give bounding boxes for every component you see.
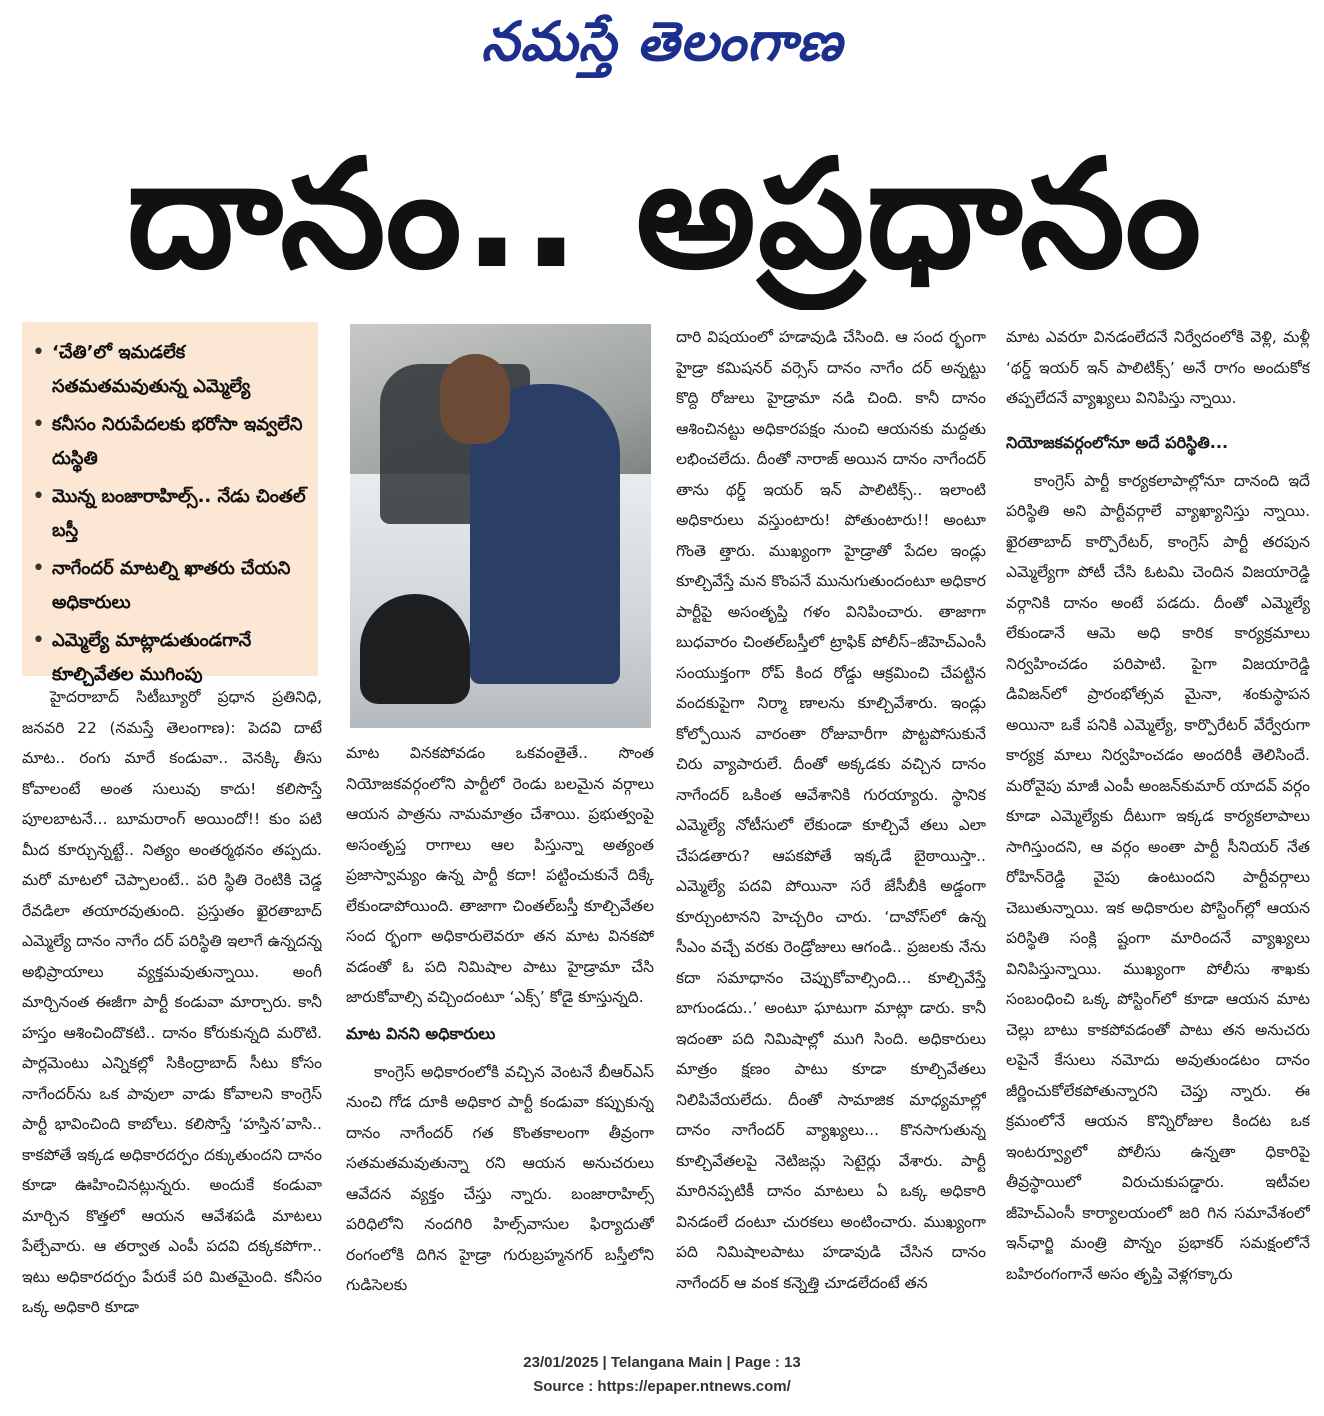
article-paragraph: దారి విషయంలో హడావుడి చేసింది. ఆ సంద ర్భంగా హైడ్రా కమిషనర్ వర్సెస్ దానం నాగేం దర్ అన్నట్టు కొద్ది రోజులు హైడ్రామా నడి చింది. కానీ దానం ఆశించినట్టు అధికారపక్షం నుంచి ఆయనకు మద్దతు లభించలేదు. దీంతో నారాజ్ అయిన దానం నాగేందర్ తాను థర్డ్ ఇయర్ ఇన్ పాలిటిక్స్.. ఇలాంటి అధికారులు వస్తుంటారు! పోతుంటారు!! అంటూ గొంతె త్తారు. ముఖ్యంగా హైడ్రాతో పేదల ఇండ్లు కూల్చివేస్తే మన కొంపనే మునుగుతుందంటూ అధికార పార్టీపై అసంతృప్తి గళం వినిపించారు. తాజాగా బుధవారం చింతల్‌బస్తీలో ట్రాఫిక్ పోలీస్‌–జీహెచ్‌ఎంసీ సంయుక్తంగా రోప్ కింద రోడ్డు ఆక్రమించి చేపట్టిన వందకుపైగా నిర్మా ణాలను కూల్చివేశారు. ఇండ్లు కోల్పోయిన వారంతా రోజువారీగా పొట్టపోసుకునే చిరు వ్యాపారులే. దీంతో అక్కడకు వచ్చిన దానం నాగేందర్ ఒకింత ఆవేశానికి గురయ్యారు. స్థానిక ఎమ్మెల్యే నోటీసులో లేకుండా కూల్చివే తలు ఎలా చేపడతారు? ఆపకపోతే ఇక్కడే బైఠాయిస్తా.. ఎమ్మెల్యే పదవి పోయినా సరే జేసీబీకి అడ్డంగా కూర్చుంటానని హెచ్చరిం చారు. ‘దావోస్‌లో ఉన్న సీఎం వచ్చే వరకు రెండ్రోజులు ఆగండి.. ప్రజలకు నేను కదా సమాధానం చెప్పుకోవాల్సింది... కూల్చివేస్తే బాగుండదు..’ అంటూ ఘాటుగా మాట్లా డారు. కానీ ఇదంతా పది నిమిషాల్లో ముగి సింది. అధికారులు మాత్రం క్షణం పాటు కూడా కూల్చివేతలు నిలిపివేయలేదు. దీంతో సామాజిక మాధ్యమాల్లో దానం నాగేందర్ వ్యాఖ్యలు... కొనసాగుతున్న కూల్చివేతలపై నెటిజన్లు సెటైర్లు వేశారు. పార్టీ మారినప్పటికీ దానం మాటలు ఏ ఒక్క అధికారి వినడంలే దంటూ చురకలు అంటించారు. ముఖ్యంగా పది నిమిషాలపాటు హడావుడి చేసిన దానం నాగేందర్ ఆ వంక కన్నెత్తి చూడలేదంటే తన <box>676 328 986 1292</box>
article-column-1 <box>22 682 322 1332</box>
bullet-icon: • <box>32 412 45 437</box>
article-paragraph: కాంగ్రెస్ పార్టీ కార్యకలాపాల్లోనూ దానంది ఇదే పరిస్థితి అని పార్టీవర్గాలే వ్యాఖ్యానిస్తు న్నాయి. ఖైరతాబాద్ కార్పొరేటర్, కాంగ్రెస్ పార్టీ తరపున ఎమ్మెల్యేగా పోటీ చేసి ఓటమి చెందిన విజయారెడ్డి వర్గానికి దానం అంటే పడదు. దీంతో ఎమ్మెల్యే లేకుండానే ఆమె అధి కారిక కార్యక్రమాలు నిర్వహించడం పరిపాటి. పైగా విజయారెడ్డి డివిజన్‌లో ప్రారంభోత్సవ మైనా, శంకుస్థాపన అయినా ఒకే పనికి ఎమ్మెల్యే, కార్పొరేటర్ వేర్వేరుగా కార్యక్ర మాలు నిర్వహించడం అందరికీ తెలిసిందే. మరోవైపు మాజీ ఎంపీ అంజన్‌కుమార్ యాదవ్ వర్గం కూడా ఎమ్మెల్యేకు దీటుగా ఇక్కడ కార్యకలాపాలు సాగిస్తుందని, ఆ వర్గం అంతా పార్టీ సీనియర్ నేత రోహిన్‌రెడ్డి వైపు ఉంటుందని పార్టీవర్గాలు చెబుతున్నాయి. ఇక అధికారుల పోస్టింగ్‌ల్లో ఆయన పరిస్థితి సంక్లి ష్టంగా మారిందనే వ్యాఖ్యలు వినిపిస్తున్నాయి. ముఖ్యంగా పోలీసు శాఖకు సంబంధించి ఒక్క పోస్టింగ్‌లో కూడా ఆయన మాట చెల్లు బాటు కాకపోవడంతో పాటు తన అనుచరు లపైనే కేసులు నమోదు అవుతుండటం దానం జీర్ణించుకోలేకపోతున్నారని చెప్తు న్నారు. ఈ క్రమంలోనే ఆయన కొన్నిరోజుల కిందట ఒక ఇంటర్వ్యూలో పోలీసు ఉన్నతా ధికారిపై తీవ్రస్థాయిలో విరుచుకుపడ్డారు. ఇటీవల జీహెచ్‌ఎంసీ కార్యాలయంలో జరి గిన సమావేశంలో ఇన్‌ఛార్జి మంత్రి పొన్నం ప్రభాకర్ సమక్షంలోనే బహిరంగంగానే అసం తృప్తి వెళ్లగక్కారు <box>1006 471 1310 1283</box>
highlight-item <box>32 480 308 548</box>
masthead-logo: నమస్తే తెలంగాణ <box>481 9 843 73</box>
section-subheading: మాట వినని అధికారులు <box>346 1023 496 1043</box>
footer-date-line: 23/01/2025 | Telangana Main | Page : 13 <box>523 1354 801 1371</box>
highlight-item <box>32 408 308 476</box>
page-title: దానం.. అప్రధానం <box>126 128 1204 302</box>
article-column-3 <box>676 322 986 1332</box>
bullet-icon: • <box>32 340 45 365</box>
bullet-icon: • <box>32 628 45 653</box>
highlight-text: కనీసం నిరుపేదలకు భరోసా ఇవ్వలేని దుస్థితి <box>52 414 303 469</box>
highlight-item <box>32 552 308 620</box>
article-photo <box>350 324 651 728</box>
article-paragraph: మాట వినకపోవడం ఒకవంతైతే.. సొంత నియోజకవర్గంలోని పార్టీలో రెండు బలమైన వర్గాలు ఆయన పాత్రను నామమాత్రం చేశాయి. ప్రభుత్వంపై అసంతృప్త రాగాలు ఆల పిస్తున్నా అత్యంత ప్రజాస్వామ్యం ఉన్న పార్టీ కదా! పట్టించుకునే దిక్కే లేకుండాపోయింది. తాజాగా చింతల్‌బస్తీ కూల్చివేతల సంద ర్భంగా అధికారులెవరూ తన మాట వినకపో వడంతో ఓ పది నిమిషాల పాటు హైడ్రామా చేసి జారుకోవాల్సి వచ్చిందంటూ ‘ఎక్స్’ కోడై కూస్తున్నది. <box>346 744 654 1006</box>
section-subheading: నియోజకవర్గంలోనూ అదే పరిస్థితి... <box>1006 432 1229 452</box>
bullet-icon: • <box>32 556 45 581</box>
article-paragraph: హైదరాబాద్ సిటీబ్యూరో ప్రధాన ప్రతినిధి, జనవరి 22 (నమస్తే తెలంగాణ): పెదవి దాటే మాట.. రంగు మారే కండువా.. వెనక్కి తీసు కోవాలంటే అంత సులువు కాదు! కలిసొస్తే పూలబాటనే... బూమరాంగ్ అయిందో!! కుం పటి మీద కూర్చున్నట్టే.. నిత్యం అంతర్మథనం తప్పదు. మరో మాటలో చెప్పాలంటే.. పరి స్థితి రెంటికి చెడ్డ రేవడిలా తయారవుతుంది. ప్రస్తుతం ఖైరతాబాద్ ఎమ్మెల్యే దానం నాగేం దర్ పరిస్థితి ఇలాగే ఉన్నదన్న అభిప్రాయాలు వ్యక్తమవుతున్నాయి. అంగీ మార్చినంత ఈజీగా పార్టీ కండువా మార్చారు. కానీ హస్తం ఆశించిందొకటి.. దానం కోరుకున్నది మరొటి. పార్లమెంటు ఎన్నికల్లో సికింద్రాబాద్ సీటు కోసం నాగేందర్‌ను ఒక పావులా వాడు కోవాలని కాంగ్రెస్ పార్టీ భావించింది కాబోలు. కలిసొస్తే ‘హస్తిన’వాసి.. కాకపోతే ఇక్కడ అధికారదర్పం దక్కుతుందని దానం కూడా ఊహించినట్లున్నరు. అందుకే కండువా మార్చిన కొత్తలో ఆయన ఆవేశపడి మాటలు పేల్చేవారు. ఆ తర్వాత ఎంపీ పదవి దక్కకపోగా.. ఇటు అధికారదర్పం పేరుకే పరి మితమైంది. కనీసం ఒక్క అధికారి కూడా <box>22 688 322 1316</box>
highlight-text: ఎమ్మెల్యే మాట్లాడుతుండగానే కూల్చివేతల ముగింపు <box>52 630 252 685</box>
highlights-box <box>22 322 318 685</box>
article-column-4 <box>1006 322 1310 1332</box>
footer-source-link[interactable]: Source : https://epaper.ntnews.com/ <box>533 1378 791 1395</box>
photo-head-shape <box>440 354 510 444</box>
highlight-item <box>32 336 308 404</box>
article-column-2 <box>346 738 654 1332</box>
highlight-text: మొన్న బంజారాహిల్స్.. నేడు చింతల్ బస్తీ <box>52 486 306 541</box>
highlight-text: నాగేందర్ మాటల్ని ఖాతరు చేయని అధికారులు <box>52 558 291 613</box>
photo-mirror-shape <box>360 594 470 704</box>
bullet-icon: • <box>32 484 45 509</box>
highlight-text: ‘చేతి’లో ఇమడలేక సతమతమవుతున్న ఎమ్మెల్యే <box>52 342 251 397</box>
article-paragraph: మాట ఎవరూ వినడంలేదనే నిర్వేదంలోకి వెళ్లి, మళ్లీ ‘థర్డ్ ఇయర్ ఇన్ పాలిటిక్స్’ అనే రాగం అందుకోక తప్పలేదనే వ్యాఖ్యలు వినిపిస్తు న్నాయి. <box>1006 328 1310 407</box>
article-paragraph: కాంగ్రెస్ అధికారంలోకి వచ్చిన వెంటనే బీఆర్‌ఎస్ నుంచి గోడ దూకి అధికార పార్టీ కండువా కప్పుకున్న దానం నాగేందర్ గత కొంతకాలంగా తీవ్రంగా సతమతమవుతున్నా రని ఆయన అనుచరులు ఆవేదన వ్యక్తం చేస్తు న్నారు. బంజారాహిల్స్ పరిధిలోని నందగిరి హిల్స్‌వాసుల ఫిర్యాదుతో రంగంలోకి దిగిన హైడ్రా గురుబ్రహ్మనగర్ బస్తీలోని గుడిసెలకు <box>346 1062 654 1294</box>
